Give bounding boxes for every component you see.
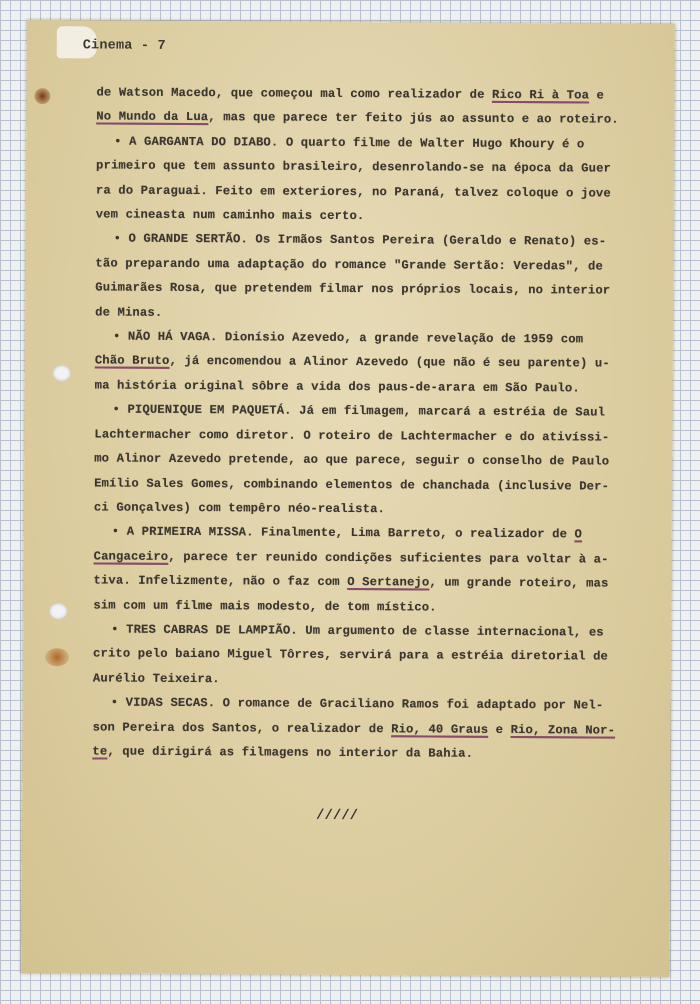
text-run: Guimarães Rosa, que pretendem filmar nos próprios locais, no interior [95,280,611,298]
text-run: de Watson Macedo, que começou mal como realizador de [96,85,493,102]
text-line [94,471,642,499]
underlined-title: Rio, 40 Graus [391,721,489,737]
rust-stain [45,648,69,666]
text-run: tiva. Infelizmente, não o faz com [93,573,348,590]
text-line [93,691,641,719]
text-line [95,251,643,279]
text-line [96,105,644,133]
underlined-title: te [92,744,108,759]
text-line [94,544,642,572]
text-run: • TRES CABRAS DE LAMPIÃO. Um argumento de classe internacional, es [111,622,604,640]
underlined-title: No Mundo da Lua [96,109,209,125]
text-run: • NÃO HÁ VAGA. Dionísio Azevedo, a grande revelação de 1959 com [112,329,584,347]
text-line [96,154,644,182]
text-run: • A GARGANTA DO DIABO. O quarto filme de Walter Hugo Khoury é o [114,134,585,152]
text-line [93,715,641,743]
text-run: e [589,88,605,103]
rust-stain [34,88,50,104]
text-line [94,398,642,426]
text-line [95,325,643,353]
text-run: • O GRANDE SERTÃO. Os Irmãos Santos Pereira (Geraldo e Renato) es- [113,232,607,250]
underlined-title: O [574,527,583,542]
text-line [93,617,641,645]
text-run: Emílio Sales Gomes, combinando elementos de chanchada (inclusive Der- [94,475,610,494]
text-line [92,739,640,767]
text-run: tão preparando uma adaptação do romance "Grande Sertão: Veredas", de [95,256,603,274]
text-line [93,666,641,694]
text-run: , mas que parece ter feito jús ao assunto e ao roteiro. [208,110,619,128]
text-line [94,495,642,523]
text-run: crito pelo baiano Miguel Tôrres, servirá para a estréia diretorial de [93,646,609,664]
text-line [95,349,643,377]
text-run: sim com um filme mais modesto, de tom místico. [93,597,437,615]
text-line [93,642,641,670]
page-header: Cinema - 7 [82,38,166,54]
text-run: , que dirigirá as filmagens no interior da Bahia. [107,744,474,761]
underlined-title: Rico Ri à Toa [492,87,590,103]
text-line [93,569,641,597]
text-line [96,202,644,230]
text-run: ma história original sôbre a vida dos paus-de-arara em São Paulo. [94,378,580,396]
end-mark: ///// [316,807,359,825]
text-run: , um grande roteiro, mas [429,575,609,591]
text-line [96,178,644,206]
text-run: ci Gonçalves) com tempêro néo-realista. [93,500,386,517]
text-run: , já encomendou a Alinor Azevedo (que não é seu parente) u- [169,354,610,372]
text-run: primeiro que tem assunto brasileiro, desenrolando-se na época da Guer [95,158,612,176]
text-line [96,227,644,255]
text-run: • VIDAS SECAS. O romance de Graciliano Ramos foi adaptado por Nel- [110,695,604,713]
text-run: e [488,722,511,737]
article-body [92,80,644,767]
text-run: , parece ter reunido condições suficientes para voltar à a- [168,549,609,567]
underlined-title: Chão Bruto [94,353,170,369]
text-line [96,129,644,157]
underlined-title: Cangaceiro [93,549,169,564]
punch-hole-top [53,365,71,381]
text-run: • A PRIMEIRA MISSA. Finalmente, Lima Barreto, o realizador de [111,524,575,542]
text-line [94,422,642,450]
underlined-title: Rio, Zona Nor- [510,722,616,738]
text-line [95,373,643,401]
text-run: • PIQUENIQUE EM PAQUETÁ. Já em filmagem, marcará a estréia de Saul [112,402,606,420]
text-line [94,447,642,475]
text-line [96,80,644,108]
text-run: de Minas. [95,305,163,320]
punch-hole-bottom [49,603,67,619]
typewritten-page [21,20,675,977]
text-run: ra do Paraguai. Feito em exteriores, no Paraná, talvez coloque o jove [95,183,611,201]
text-line [94,520,642,548]
text-run: son Pereira dos Santos, o realizador de [92,720,392,736]
text-line [95,276,643,304]
text-line [93,593,641,621]
text-run: Aurélio Teixeira. [92,671,220,686]
text-line [95,300,643,328]
text-run: Lachtermacher como diretor. O roteiro de Lachtermacher e do ativíssi- [94,427,610,445]
text-run: mo Alinor Azevedo pretende, ao que parece, seguir o conselho de Paulo [94,451,610,469]
text-run: vem cineasta num caminho mais certo. [95,207,365,224]
underlined-title: O Sertanejo [347,575,430,590]
